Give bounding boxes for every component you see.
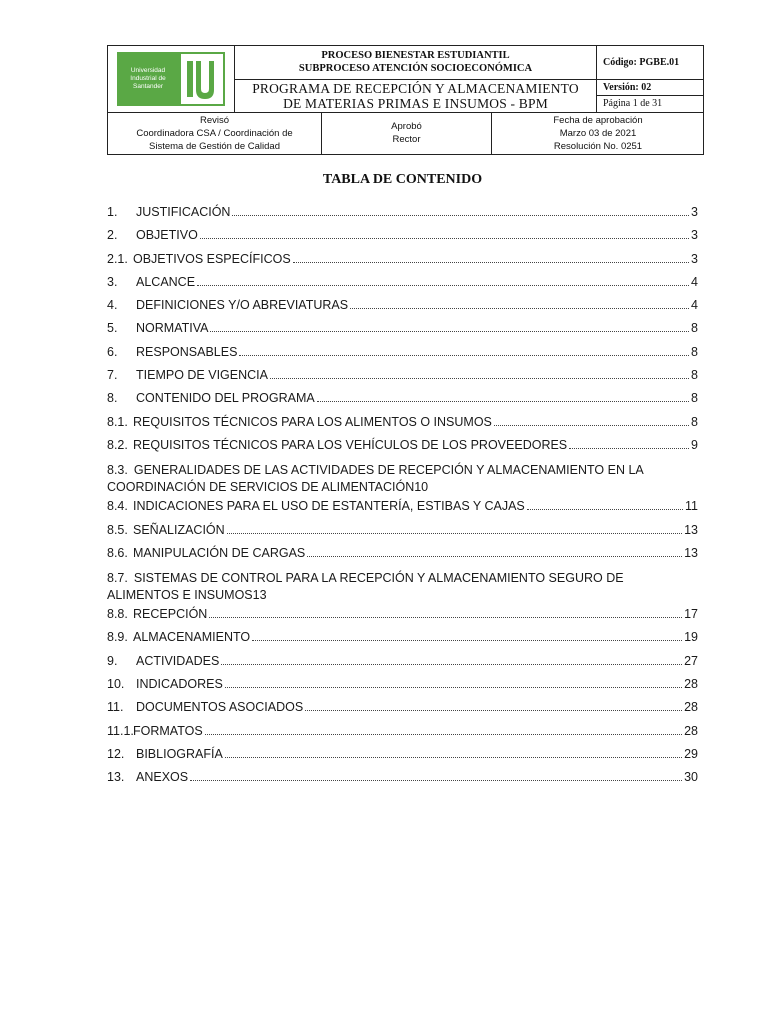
toc-entry-title: NORMATIVA [136, 321, 209, 336]
toc-entry-page: 28 [684, 700, 698, 715]
approved-label: Aprobó [391, 121, 422, 132]
toc-dot-leader [232, 214, 689, 216]
table-of-contents [107, 205, 698, 794]
toc-dot-leader [293, 261, 689, 263]
process-line-1: PROCESO BIENESTAR ESTUDIANTIL [321, 50, 510, 61]
toc-entry[interactable] [107, 700, 698, 723]
toc-entry-title: INDICACIONES PARA EL USO DE ESTANTERÍA, ESTIBAS Y CAJAS [133, 499, 525, 514]
reviewed-line-2: Sistema de Gestión de Calidad [149, 141, 280, 152]
toc-entry[interactable] [107, 677, 698, 700]
toc-entry[interactable] [107, 252, 698, 275]
program-name [235, 80, 596, 112]
toc-dot-leader [252, 639, 682, 641]
toc-entry-title: FORMATOS [133, 723, 203, 738]
toc-entry[interactable] [107, 415, 698, 438]
logo-text: Universidad Industrial de Santander [117, 52, 179, 106]
toc-entry-title: SEÑALIZACIÓN [133, 522, 225, 537]
toc-entry[interactable] [107, 607, 698, 630]
toc-entry-page: 4 [691, 298, 698, 313]
toc-entry-page: 10 [414, 480, 429, 495]
toc-entry-page: 8 [691, 344, 698, 359]
toc-entry[interactable] [107, 523, 698, 546]
program-line-1: PROGRAMA DE RECEPCIÓN Y ALMACENAMIENTO [252, 81, 579, 96]
reviewed-line-1: Coordinadora CSA / Coordinación de [136, 128, 293, 139]
university-logo [108, 46, 234, 112]
toc-dot-leader [569, 447, 689, 449]
approved-value: Rector [392, 134, 421, 145]
toc-entry[interactable] [107, 569, 698, 607]
toc-entry-second-line [107, 588, 698, 607]
toc-entry-page: 8 [691, 368, 698, 383]
toc-entry-number: 5. [107, 321, 118, 336]
toc-entry-number: 6. [107, 344, 118, 359]
toc-dot-leader [225, 756, 682, 758]
toc-entry-page: 19 [684, 630, 698, 645]
toc-entry[interactable] [107, 298, 698, 321]
toc-entry-title: OBJETIVOS ESPECÍFICOS [133, 251, 291, 266]
reviewed-by [108, 113, 321, 155]
process-name [235, 46, 596, 79]
toc-entry-page: 13 [684, 545, 698, 560]
uis-logo-mark [179, 52, 225, 106]
toc-entry-number: 8.1. [107, 414, 128, 429]
toc-entry-number: 12. [107, 746, 125, 761]
toc-entry-page: 9 [691, 437, 698, 452]
toc-dot-leader [221, 663, 682, 665]
toc-entry-title: OBJETIVO [136, 228, 198, 243]
toc-entry-title: REQUISITOS TÉCNICOS PARA LOS VEHÍCULOS DE LOS PROVEEDORES [133, 437, 568, 452]
toc-entry-title: RESPONSABLES [136, 344, 238, 359]
toc-entry[interactable] [107, 654, 698, 677]
document-version: Versión: 02 [603, 82, 652, 93]
toc-entry[interactable] [107, 770, 698, 793]
toc-entry-page: 29 [684, 746, 698, 761]
toc-dot-leader [205, 733, 682, 735]
reviewed-label: Revisó [199, 115, 230, 126]
toc-entry-page: 3 [691, 228, 698, 243]
toc-entry[interactable] [107, 368, 698, 391]
toc-entry-page: 30 [684, 770, 698, 785]
toc-entry-title: MANIPULACIÓN DE CARGAS [133, 545, 306, 560]
toc-entry-page: 17 [684, 607, 698, 622]
toc-entry-title: ANEXOS [136, 770, 189, 785]
toc-entry-page: 11 [685, 499, 698, 514]
toc-entry-title: TIEMPO DE VIGENCIA [136, 368, 268, 383]
toc-entry-title-continued: ALIMENTOS E INSUMOS [107, 588, 253, 603]
toc-entry-number: 8.3. [107, 463, 128, 478]
toc-dot-leader [200, 237, 689, 239]
toc-entry-second-line [107, 480, 698, 499]
toc-dot-leader [227, 532, 682, 534]
toc-entry-number: 10. [107, 677, 125, 692]
toc-entry-number: 8.6. [107, 545, 128, 560]
toc-entry-title: DOCUMENTOS ASOCIADOS [136, 700, 304, 715]
toc-dot-leader [350, 307, 689, 309]
toc-entry[interactable] [107, 546, 698, 569]
approved-by [322, 113, 491, 155]
toc-entry-number: 3. [107, 274, 118, 289]
toc-entry[interactable] [107, 205, 698, 228]
toc-entry-page: 13 [252, 588, 267, 603]
toc-entry[interactable] [107, 630, 698, 653]
toc-entry-page: 4 [691, 274, 698, 289]
toc-entry-page: 28 [684, 677, 698, 692]
toc-dot-leader [239, 354, 689, 356]
toc-entry-title: REQUISITOS TÉCNICOS PARA LOS ALIMENTOS O INSUMOS [133, 414, 492, 429]
toc-dot-leader [270, 377, 689, 379]
toc-dot-leader [190, 779, 682, 781]
toc-entry-number: 7. [107, 368, 118, 383]
toc-dot-leader [527, 508, 683, 510]
toc-entry-title: GENERALIDADES DE LAS ACTIVIDADES DE RECEPCIÓN Y ALMACENAMIENTO EN LA [133, 463, 644, 478]
toc-entry[interactable] [107, 747, 698, 770]
toc-title: TABLA DE CONTENIDO [322, 172, 483, 187]
toc-entry-first-line [107, 569, 698, 588]
toc-entry-number: 8.7. [107, 571, 128, 586]
page-indicator: Página 1 de 31 [603, 98, 663, 109]
toc-dot-leader [494, 424, 689, 426]
toc-entry-page: 8 [691, 414, 698, 429]
toc-entry-title: BIBLIOGRAFÍA [136, 746, 223, 761]
approval-date-label: Fecha de aprobación [553, 115, 643, 126]
toc-entry-title: RECEPCIÓN [133, 607, 208, 622]
toc-entry-title: ALMACENAMIENTO [133, 630, 251, 645]
toc-entry[interactable] [107, 724, 698, 747]
toc-dot-leader [209, 616, 682, 618]
toc-entry-first-line [107, 461, 698, 480]
toc-entry-number: 11.1. [107, 723, 134, 738]
toc-entry[interactable] [107, 391, 698, 414]
toc-entry-page: 27 [684, 653, 698, 668]
toc-entry-number: 9. [107, 653, 118, 668]
toc-entry-number: 8.8. [107, 607, 128, 622]
program-line-2: DE MATERIAS PRIMAS E INSUMOS - BPM [283, 96, 548, 111]
toc-entry-number: 8.4. [107, 499, 128, 514]
toc-entry-page: 13 [684, 522, 698, 537]
toc-entry-title-continued: COORDINACIÓN DE SERVICIOS DE ALIMENTACIÓN [107, 480, 415, 495]
toc-entry[interactable] [107, 228, 698, 251]
toc-entry-page: 8 [691, 391, 698, 406]
toc-entry-title: ACTIVIDADES [136, 653, 220, 668]
document-code: Código: PGBE.01 [603, 57, 680, 68]
toc-entry-title: DEFINICIONES Y/O ABREVIATURAS [136, 298, 349, 313]
toc-entry-number: 8.9. [107, 630, 128, 645]
toc-entry-number: 11. [107, 700, 124, 715]
document-header-table [107, 45, 704, 155]
toc-dot-leader [197, 284, 689, 286]
approval-date [492, 113, 704, 155]
toc-entry-number: 8.5. [107, 522, 128, 537]
toc-entry-number: 8. [107, 391, 118, 406]
toc-entry-page: 3 [691, 205, 698, 219]
toc-entry-page: 28 [684, 723, 698, 738]
toc-entry[interactable] [107, 461, 698, 499]
toc-entry-title: JUSTIFICACIÓN [136, 205, 231, 219]
toc-dot-leader [317, 400, 689, 402]
toc-dot-leader [225, 686, 682, 688]
toc-entry-title: INDICADORES [136, 677, 223, 692]
toc-entry-number: 8.2. [107, 437, 128, 452]
toc-entry[interactable] [107, 275, 698, 298]
toc-entry-page: 3 [691, 251, 698, 266]
approval-date-value: Marzo 03 de 2021 [559, 128, 637, 139]
toc-entry-title: CONTENIDO DEL PROGRAMA [136, 391, 315, 406]
toc-dot-leader [307, 555, 682, 557]
toc-entry-page: 8 [691, 321, 698, 336]
toc-entry-number: 4. [107, 298, 118, 313]
toc-entry-number: 2.1. [107, 251, 128, 266]
toc-entry-title: SISTEMAS DE CONTROL PARA LA RECEPCIÓN Y ALMACENAMIENTO SEGURO DE [133, 571, 624, 586]
toc-entry-title: ALCANCE [136, 274, 196, 289]
toc-entry-number: 2. [107, 228, 118, 243]
toc-entry[interactable] [107, 499, 698, 522]
toc-entry[interactable] [107, 438, 698, 461]
toc-dot-leader [210, 330, 689, 332]
resolution-number: Resolución No. 0251 [553, 141, 643, 152]
toc-dot-leader [305, 709, 682, 711]
toc-entry-number: 1. [107, 205, 118, 219]
toc-entry[interactable] [107, 345, 698, 368]
toc-entry[interactable] [107, 321, 698, 344]
toc-entry-number: 13. [107, 770, 125, 785]
process-line-2: SUBPROCESO ATENCIÓN SOCIOECONÓMICA [298, 63, 533, 74]
